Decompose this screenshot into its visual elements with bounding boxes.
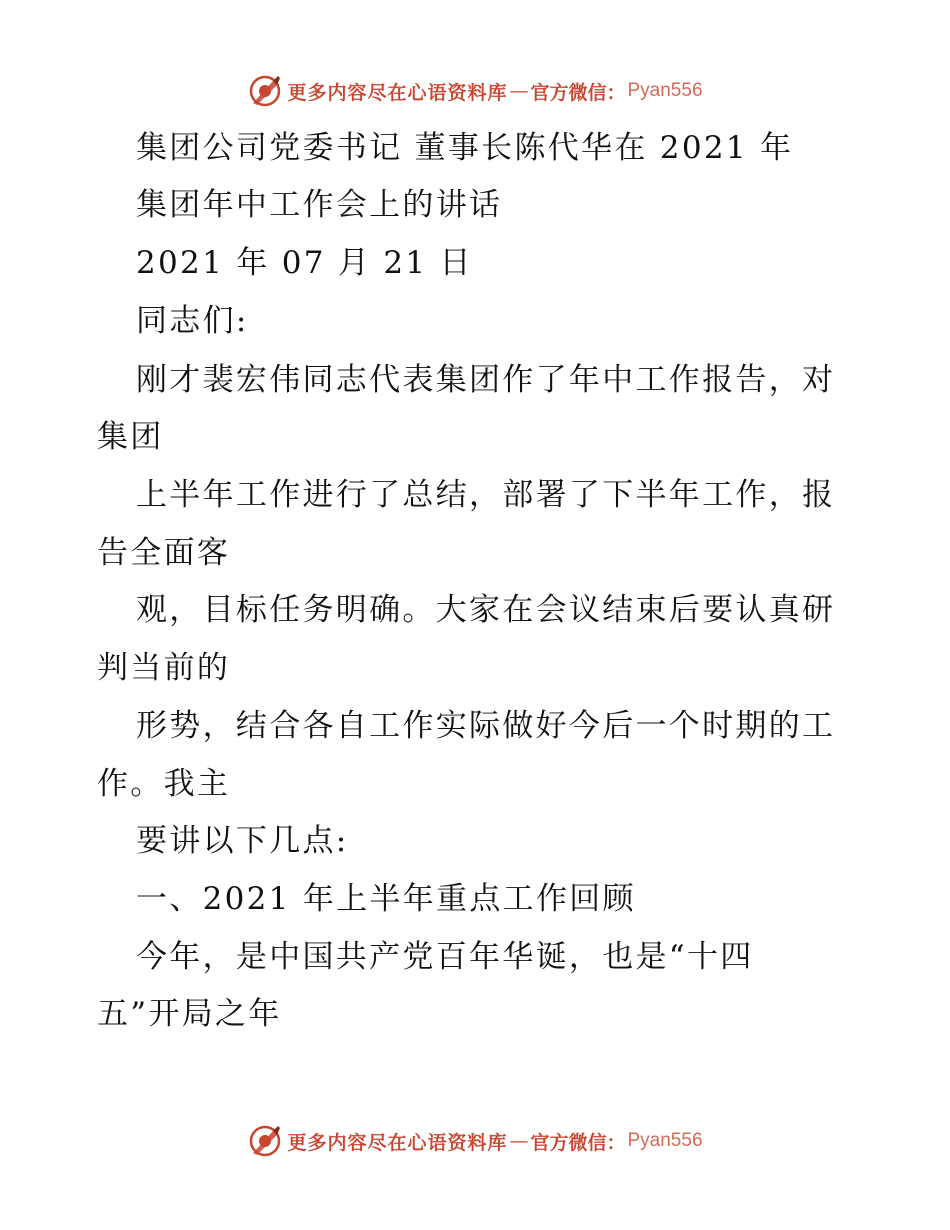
header-banner [0, 71, 950, 111]
banner-label: 官方微信： [530, 1131, 626, 1154]
text-line: 判当前的 [97, 650, 231, 686]
text-line: 2021 年 07 月 21 日 [136, 245, 473, 281]
banner-wechat-id: Pyan556 [627, 1130, 703, 1151]
text-line: 集团 [97, 419, 164, 455]
text-line: 要讲以下几点: [136, 823, 349, 859]
text-line: 今年，是中国共产党百年华诞，也是“十四 [136, 939, 754, 975]
text-line: 五”开局之年 [97, 996, 282, 1032]
text-line: 观，目标任务明确。大家在会议结束后要认真研 [136, 592, 836, 628]
banner-separator: — [509, 1130, 529, 1152]
text-line: 形势，结合各自工作实际做好今后一个时期的工 [136, 708, 836, 744]
text-line: 告全面客 [97, 535, 231, 571]
text-line: 刚才裴宏伟同志代表集团作了年中工作报告，对 [136, 362, 836, 398]
banner-text: 更多内容尽在心语资料库 [287, 81, 508, 104]
text-line: 一、2021 年上半年重点工作回顾 [136, 881, 636, 917]
pen-logo-icon [247, 1123, 283, 1159]
banner-separator: — [509, 80, 529, 102]
text-line: 作。我主 [97, 766, 231, 802]
pen-logo-icon [247, 73, 283, 109]
banner-text: 更多内容尽在心语资料库 [287, 1131, 508, 1154]
text-line: 上半年工作进行了总结，部署了下半年工作，报 [136, 477, 836, 513]
banner-wechat-id: Pyan556 [627, 80, 703, 101]
footer-banner [0, 1121, 950, 1161]
text-line: 同志们: [136, 303, 249, 339]
text-line: 集团年中工作会上的讲话 [136, 187, 503, 223]
banner-label: 官方微信： [530, 81, 626, 104]
text-line: 集团公司党委书记 董事长陈代华在 2021 年 [136, 130, 794, 166]
